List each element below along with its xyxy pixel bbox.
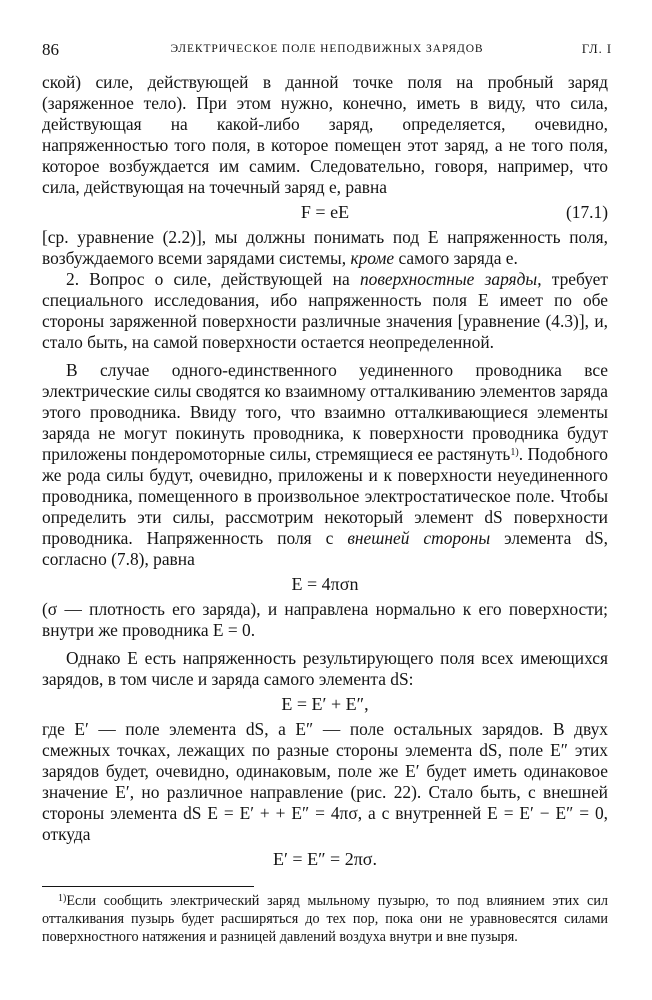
paragraph-2-text-a: [ср. уравнение (2.2)], мы должны понимать под E напряженность поля, возбуждаемого всеми зарядами системы, [42, 227, 608, 268]
paragraph-3-text-a: 2. Вопрос о силе, действующей на [66, 269, 360, 289]
emphasis-kromе: кроме [350, 248, 395, 268]
footnote-marker: 1) [510, 447, 519, 458]
paragraph-6: Однако E есть напряженность результирующего поля всех имеющихся зарядов, в том числе и заряда самого элемента dS: [42, 648, 608, 689]
emphasis-outer-side: внешней стороны [347, 528, 491, 548]
paragraph-5: (σ — плотность его заряда), и направлена нормально к его поверхности; внутри же проводника E = 0. [42, 599, 608, 640]
paragraph-4-text-c: элемента dS, согласно (7.8), равна [42, 528, 608, 569]
emphasis-surface-charges: поверхностные заряды [359, 269, 538, 289]
chapter-label: ГЛ. I [581, 42, 612, 56]
equation-text: E′ = E″ = 2πσ. [272, 849, 378, 869]
footnote-rule [42, 886, 254, 887]
footnote [42, 892, 608, 946]
equation-e-4pi-sigma-n [42, 572, 608, 597]
footnote-number: 1) [58, 893, 67, 904]
page-number: 86 [42, 40, 59, 59]
paragraph-4 [42, 360, 608, 570]
running-title: ЭЛЕКТРИЧЕСКОЕ ПОЛЕ НЕПОДВИЖНЫХ ЗАРЯДОВ [170, 43, 484, 55]
equation-17-1 [42, 200, 608, 225]
equation-field-sum [42, 692, 608, 717]
main-text [42, 72, 608, 874]
equation-2pi-sigma [42, 847, 608, 872]
equation-text: F = eE [300, 202, 350, 222]
equation-number: (17.1) [565, 202, 608, 222]
equation-text: E = E′ + E″, [281, 694, 369, 714]
paragraph-4-text-b: . Подобного же рода силы будут, очевидно, приложены и к поверхности неуединенного проводника, помещенного в произвольное электростатическое поле. Чтобы определить эти силы, рассмотрим некоторый элемент dS поверхности проводника. Напряженность поля с [42, 444, 608, 548]
footnote-paragraph [42, 892, 608, 946]
running-header [42, 40, 612, 64]
paragraph-2 [42, 227, 608, 269]
paragraph-3-text-b: , требует специального исследования, ибо напряженность поля E имеет по обе стороны заряженной поверхности различные значения [уравнение (4.3)], и, стало быть, на самой поверхности остается неопределенной. [42, 269, 608, 352]
paragraph-4-text-a: В случае одного-единственного уединенного проводника все электрические силы сводятся ко взаимному отталкиванию элементов заряда этого проводника. Ввиду того, что взаимно отталкивающиеся элементы заряда не могут покинуть проводника, к поверхности проводника будут приложены пондеромоторные силы, стремящиеся ее растянуть [42, 360, 608, 464]
paragraph-7: где E′ — поле элемента dS, а E″ — поле остальных зарядов. В двух смежных точках, лежащих по разные стороны элемента dS, поле E″ этих зарядов будет, очевидно, одинаковым, поле же E′ будет иметь одинаковое значение E′, но различное направление (рис. 22). Стало быть, с внешней стороны элемента dS E = E′ + + E″ = 4πσ, а с внутренней E = E′ − E″ = 0, откуда [42, 719, 608, 844]
paragraph-1: ской) силе, действующей в данной точке поля на пробный заряд (заряженное тело). При этом нужно, конечно, иметь в виду, что сила, действующая на какой-либо заряд, определяется, очевидно, напряженностью того поля, в которое помещен этот заряд, а не того поля, которое возбуждается им самим. Следовательно, говоря, например, что сила, действующая на точечный заряд e, равна [42, 72, 608, 197]
footnote-text: Если сообщить электрический заряд мыльному пузырю, то под влиянием этих сил отталкивания пузырь будет расширяться до тех пор, пока они не уравновесятся силами поверхностного натяжения и разницей давлений воздуха внутри и вне пузыря. [42, 893, 608, 945]
paragraph-3 [42, 269, 608, 353]
equation-text: E = 4πσn [291, 574, 359, 594]
paragraph-2-text-b: самого заряда e. [394, 248, 518, 268]
